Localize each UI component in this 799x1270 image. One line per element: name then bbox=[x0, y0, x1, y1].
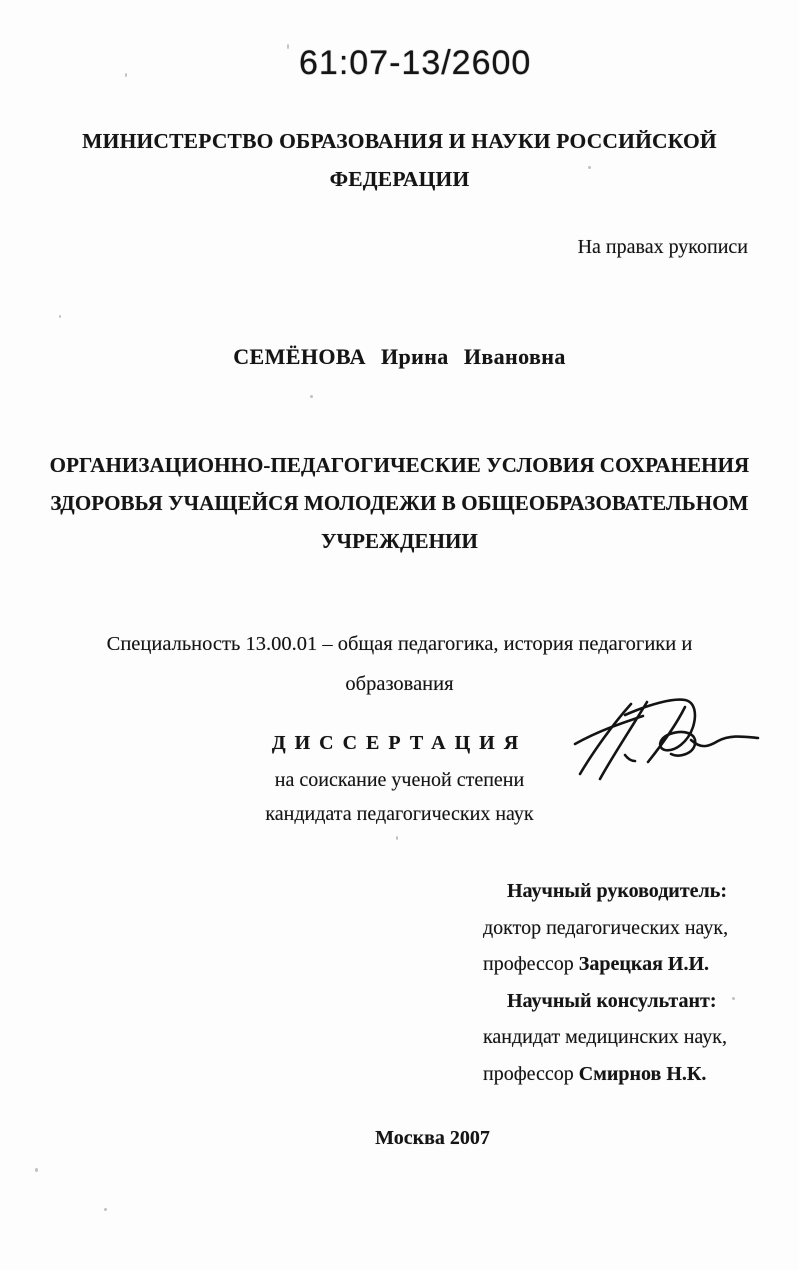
author-name: СЕМЁНОВА Ирина Ивановна bbox=[233, 344, 566, 369]
scan-speck bbox=[59, 315, 61, 318]
supervisor-degree: доктор педагогических наук, bbox=[483, 916, 729, 939]
scan-speck bbox=[732, 997, 735, 1000]
supervisor-title: профессор bbox=[483, 953, 574, 975]
specialty-line-2: образования bbox=[345, 673, 454, 695]
degree-line-1: на соискание ученой степени bbox=[274, 769, 525, 791]
supervisor-name: Зарецкая И.И. bbox=[578, 953, 710, 975]
degree-line-2: кандидата педагогических наук bbox=[265, 803, 534, 825]
supervisor-name-line bbox=[483, 946, 751, 983]
manuscript-note: На правах рукописи bbox=[577, 236, 748, 258]
signature-stroke bbox=[691, 737, 758, 747]
scan-speck bbox=[310, 395, 313, 398]
consultant-degree: кандидат медицинских наук, bbox=[483, 1026, 727, 1048]
catalog-code: 61:07-13/2600 bbox=[299, 44, 532, 82]
ministry-line-2: ФЕДЕРАЦИИ bbox=[329, 167, 470, 191]
consultant-name-line bbox=[483, 1056, 751, 1093]
dissertation-heading: ДИССЕРТАЦИЯ bbox=[271, 732, 528, 754]
signature-stroke bbox=[625, 755, 635, 761]
imprint: Москва 2007 bbox=[375, 1127, 490, 1149]
specialty-line-1: Специальность 13.00.01 – общая педагогика, история педагогики и bbox=[106, 633, 693, 655]
title-line-2: ЗДОРОВЬЯ УЧАЩЕЙСЯ МОЛОДЕЖИ В ОБЩЕОБРАЗОВАТЕЛЬНОМ bbox=[50, 491, 749, 515]
scan-speck bbox=[125, 73, 127, 77]
consultant-name: Смирнов Н.К. bbox=[578, 1062, 707, 1085]
ministry-name bbox=[0, 122, 799, 198]
consultant-title: профессор bbox=[483, 1062, 574, 1085]
advisors-block bbox=[483, 873, 751, 1092]
scan-speck bbox=[396, 836, 398, 840]
ministry-line-1: МИНИСТЕРСТВО ОБРАЗОВАНИЯ И НАУКИ РОССИЙСКОЙ bbox=[82, 129, 717, 153]
signature bbox=[555, 682, 799, 792]
supervisor-label: Научный руководитель: bbox=[507, 880, 727, 902]
title-line-3: УЧРЕЖДЕНИИ bbox=[321, 529, 478, 553]
consultant-label: Научный консультант: bbox=[507, 989, 717, 1012]
title-line-1: ОРГАНИЗАЦИОННО-ПЕДАГОГИЧЕСКИЕ УСЛОВИЯ СОХРАНЕНИЯ bbox=[49, 453, 750, 477]
dissertation-title bbox=[0, 446, 799, 560]
scan-speck bbox=[104, 1208, 107, 1211]
scan-speck bbox=[35, 1168, 38, 1172]
scan-speck bbox=[588, 166, 591, 169]
scan-speck bbox=[287, 44, 289, 49]
